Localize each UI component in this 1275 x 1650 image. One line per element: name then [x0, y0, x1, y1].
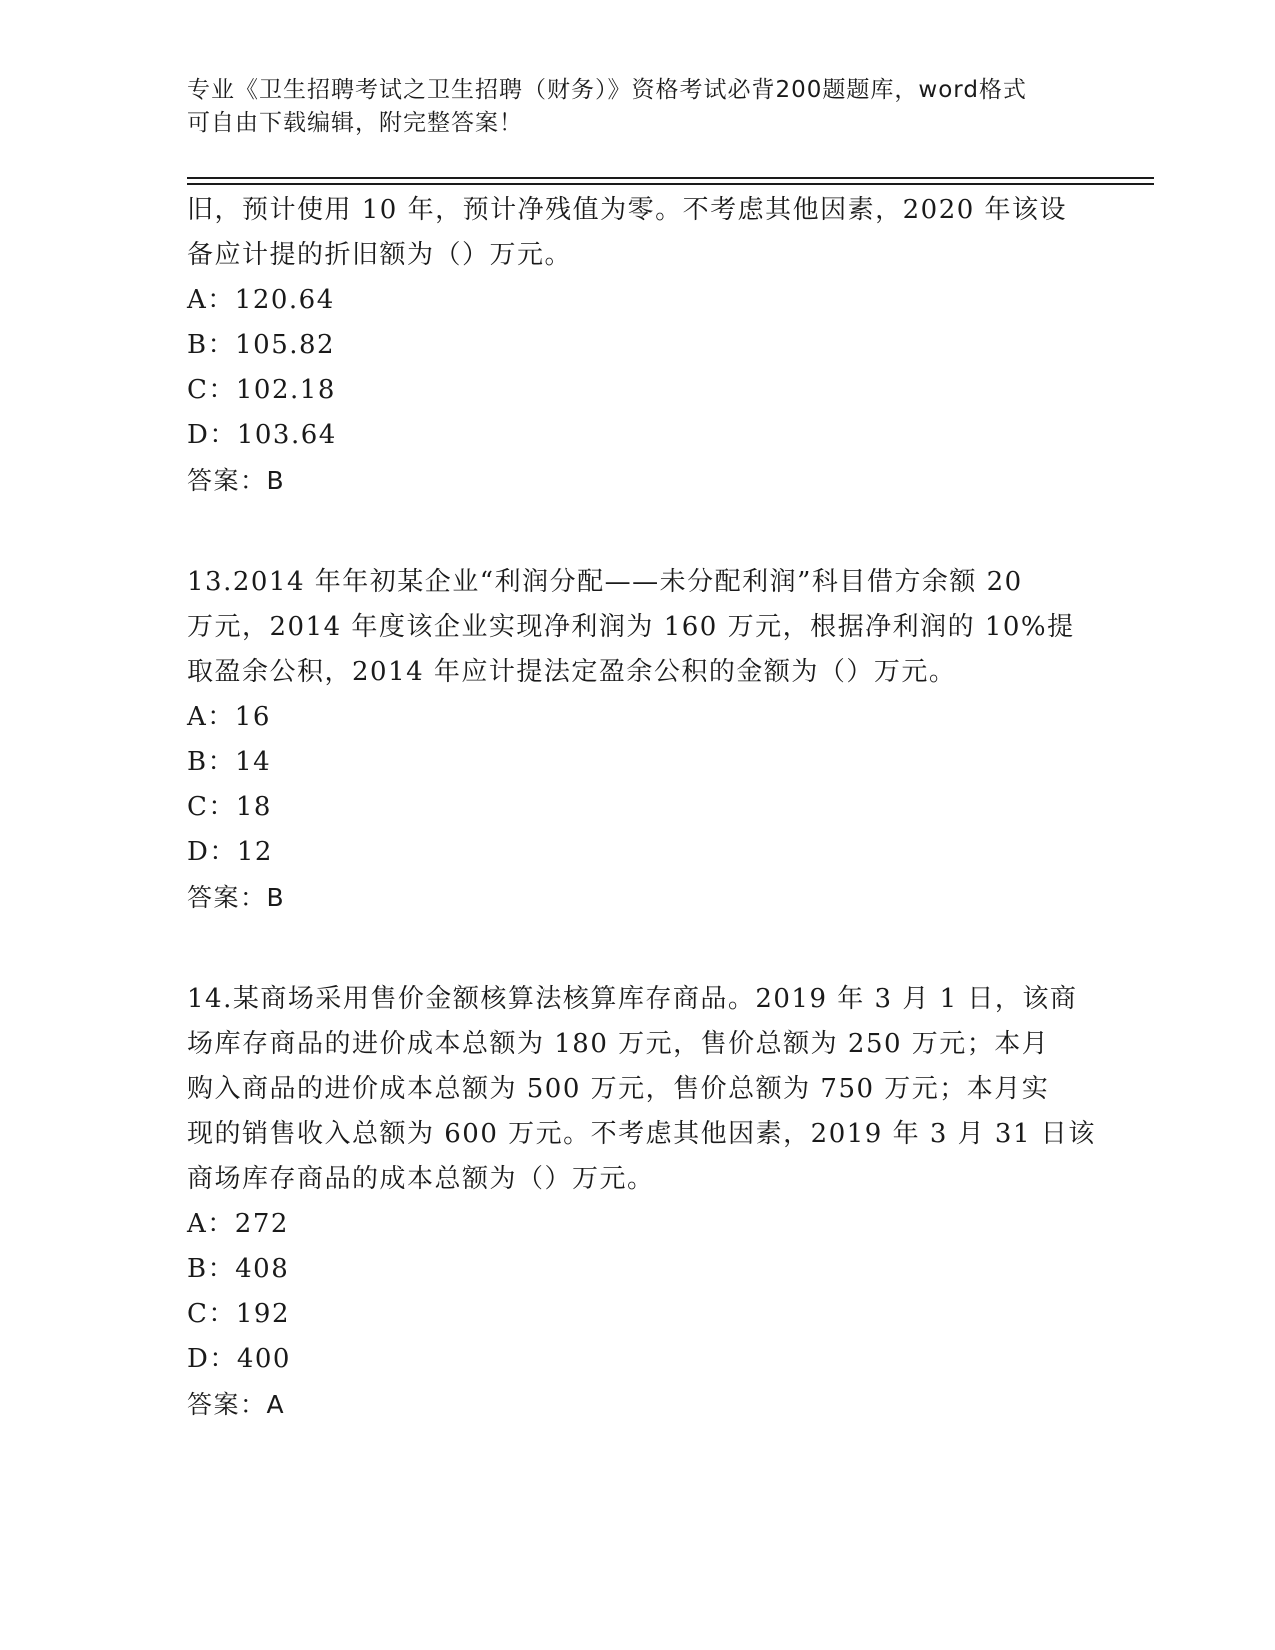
question-13 [187, 560, 1087, 920]
question-stem-line: 万元，2014 年度该企业实现净利润为 160 万元，根据净利润的 10%提 [187, 612, 1075, 642]
option-b: B：408 [187, 1254, 290, 1284]
option-c: C：18 [187, 792, 272, 822]
question-stem-line: 备应计提的折旧额为（）万元。 [187, 240, 573, 270]
question-list [187, 188, 1096, 1427]
question-stem-line: 14.某商场采用售价金额核算法核算库存商品。2019 年 3 月 1 日，该商 [187, 984, 1078, 1014]
question-stem-line: 场库存商品的进价成本总额为 180 万元，售价总额为 250 万元；本月 [187, 1029, 1050, 1059]
header-title-line2: 可自由下载编辑，附完整答案！ [187, 110, 523, 136]
question-spacer [187, 920, 1087, 977]
option-b: B：14 [187, 747, 272, 777]
question-stem-line: 13.2014 年年初某企业“利润分配——未分配利润”科目借方余额 20 [187, 567, 1023, 597]
header-rule-bottom [187, 183, 1154, 185]
question-stem-line: 旧，预计使用 10 年，预计净残值为零。不考虑其他因素，2020 年该设 [187, 195, 1068, 225]
question-stem-line: 购入商品的进价成本总额为 500 万元，售价总额为 750 万元；本月实 [187, 1074, 1050, 1104]
option-c: C：192 [187, 1299, 291, 1329]
option-b: B：105.82 [187, 330, 336, 360]
header-title-line1: 专业《卫生招聘考试之卫生招聘（财务）》资格考试必背200题题库，word格式 [187, 77, 1027, 103]
question-stem-line: 现的销售收入总额为 600 万元。不考虑其他因素，2019 年 3 月 31 日该 [187, 1119, 1096, 1149]
answer-line: 答案：A [187, 1390, 286, 1419]
header-rule-top [187, 177, 1154, 179]
document-header [187, 74, 1067, 140]
question-stem-line: 取盈余公积，2014 年应计提法定盈余公积的金额为（）万元。 [187, 657, 957, 687]
option-d: D：103.64 [187, 420, 337, 450]
question-12 [187, 188, 1087, 503]
option-a: A：120.64 [187, 285, 335, 315]
option-d: D：12 [187, 837, 273, 867]
question-14 [187, 977, 1096, 1427]
question-stem-line: 商场库存商品的成本总额为（）万元。 [187, 1164, 655, 1194]
option-d: D：400 [187, 1344, 291, 1374]
option-c: C：102.18 [187, 375, 336, 405]
answer-line: 答案：B [187, 466, 286, 495]
option-a: A：272 [187, 1209, 289, 1239]
option-a: A：16 [187, 702, 271, 732]
answer-line: 答案：B [187, 883, 286, 912]
question-spacer [187, 503, 1087, 560]
